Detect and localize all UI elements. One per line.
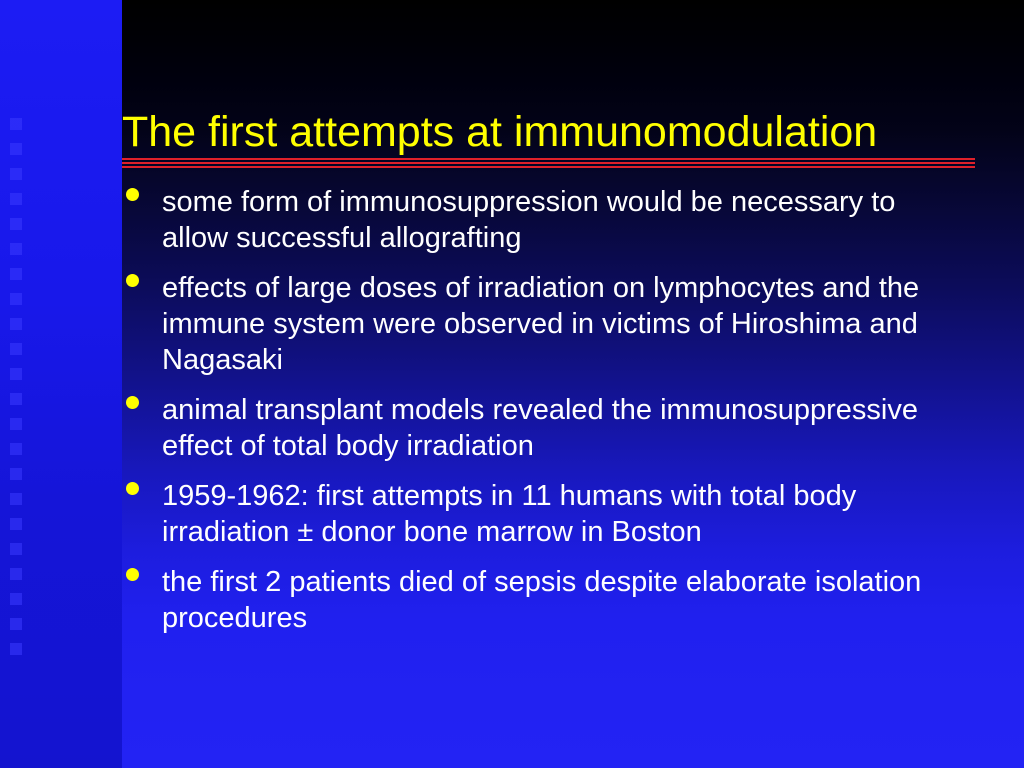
bullet-marker-icon xyxy=(126,188,139,201)
bullet-text: effects of large doses of irradiation on lymphocytes and the immune system were observed in victims of Hiroshima and Nagasaki xyxy=(162,272,920,376)
decorative-square xyxy=(10,393,22,405)
decorative-square xyxy=(10,293,22,305)
title-underline xyxy=(122,166,975,168)
bullet-marker-icon xyxy=(126,274,139,287)
decorative-square xyxy=(10,218,22,230)
decorative-square xyxy=(10,418,22,430)
decorative-square xyxy=(10,143,22,155)
decorative-square xyxy=(10,368,22,380)
bullet-marker-icon xyxy=(126,482,139,495)
title-underline xyxy=(122,162,975,164)
bullet-text: the first 2 patients died of sepsis despite elaborate isolation procedures xyxy=(162,566,922,634)
decorative-square xyxy=(10,318,22,330)
decorative-square-column xyxy=(10,118,22,668)
decorative-square xyxy=(10,643,22,655)
title-underline xyxy=(122,158,975,160)
bullet-marker-icon xyxy=(126,568,139,581)
decorative-square xyxy=(10,493,22,505)
bullet-text: animal transplant models revealed the immunosuppressive effect of total body irradiation xyxy=(162,394,918,462)
left-decorative-band xyxy=(0,0,122,768)
bullet-item xyxy=(122,392,962,464)
bullet-text: some form of immunosuppression would be necessary to allow successful allografting xyxy=(162,186,896,254)
decorative-square xyxy=(10,568,22,580)
decorative-square xyxy=(10,593,22,605)
bullet-item xyxy=(122,184,962,256)
bullet-text: 1959-1962: first attempts in 11 humans with total body irradiation ± donor bone marrow in Boston xyxy=(162,480,857,548)
decorative-square xyxy=(10,343,22,355)
bullet-item xyxy=(122,478,962,550)
bullet-item xyxy=(122,564,962,636)
slide-title: The first attempts at immunomodulation xyxy=(122,108,878,156)
bullet-list xyxy=(122,184,962,650)
decorative-square xyxy=(10,193,22,205)
decorative-square xyxy=(10,443,22,455)
decorative-square xyxy=(10,518,22,530)
bullet-item xyxy=(122,270,962,378)
decorative-square xyxy=(10,118,22,130)
decorative-square xyxy=(10,543,22,555)
decorative-square xyxy=(10,243,22,255)
decorative-square xyxy=(10,168,22,180)
bullet-marker-icon xyxy=(126,396,139,409)
decorative-square xyxy=(10,468,22,480)
decorative-square xyxy=(10,618,22,630)
decorative-square xyxy=(10,268,22,280)
